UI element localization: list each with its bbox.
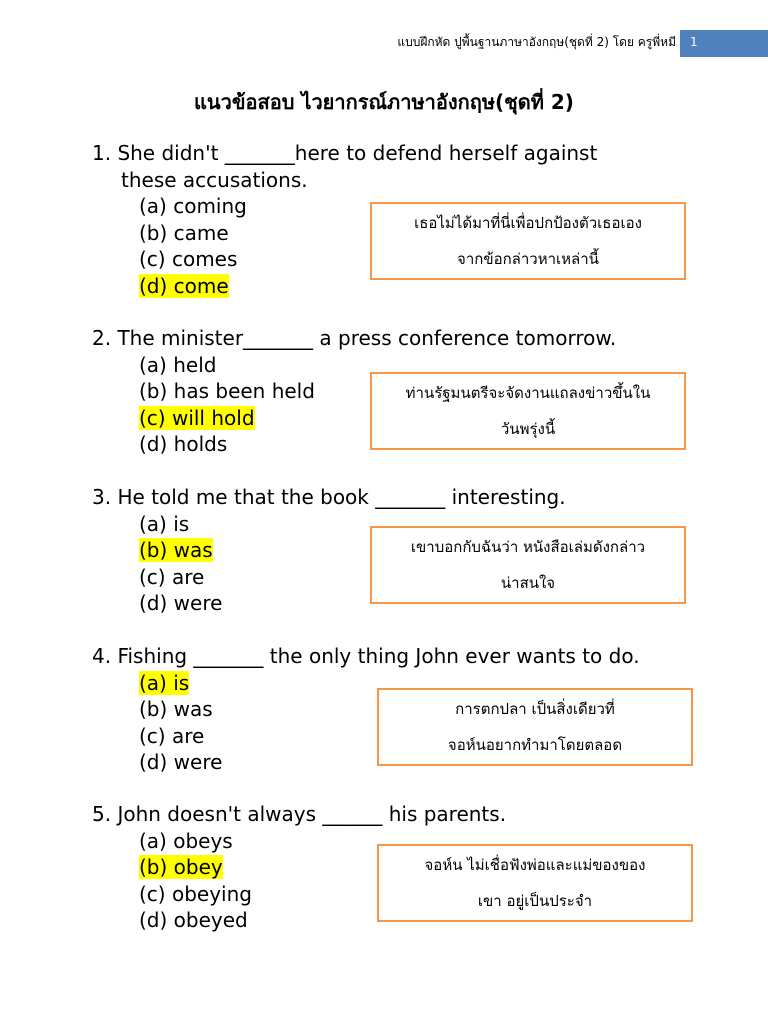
translation-note-3: [370, 526, 686, 604]
translation-note-4: [377, 688, 693, 766]
note-line: เขา อยู่เป็นประจำ: [477, 892, 593, 910]
option-b-answer: (b) obey: [139, 855, 223, 879]
question-text: 2. The minister_______ a press conference tomorrow.: [92, 326, 617, 350]
note-line: เขาบอกกับฉันว่า หนังสือเล่มดังกล่าว: [410, 538, 646, 556]
option-a: (a) coming: [139, 194, 247, 218]
option-c: (c) comes: [139, 247, 238, 271]
note-line: จอห์นอยากทำมาโดยตลอด: [447, 736, 623, 754]
page-header: แบบฝึกหัด ปูพื้นฐานภาษาอังกฤษ(ชุดที่ 2) โดย ครูพี่หมี: [397, 35, 676, 49]
option-b-answer: (b) was: [139, 538, 213, 562]
option-c: (c) obeying: [139, 881, 252, 906]
question-text: 1. She didn't _______here to defend herself against: [92, 141, 598, 165]
question-text: 4. Fishing _______ the only thing John ever wants to do.: [92, 644, 640, 668]
translation-note-1: [370, 202, 686, 280]
option-c-answer: (c) will hold: [139, 405, 255, 430]
option-b: (b) has been held: [139, 379, 315, 403]
translation-note-2: [370, 372, 686, 450]
note-line: ท่านรัฐมนตรีจะจัดงานแถลงข่าวขึ้นใน: [405, 384, 651, 402]
option-a: (a) obeys: [139, 828, 233, 853]
question-text: 5. John doesn't always ______ his parents.: [92, 802, 507, 826]
option-c: (c) are: [139, 723, 205, 748]
option-b: (b) came: [139, 220, 229, 245]
note-line: วันพรุ่งนี้: [500, 420, 556, 438]
note-line: การตกปลา เป็นสิ่งเดียวที่: [455, 700, 615, 718]
option-d: (d) obeyed: [139, 908, 248, 932]
note-line: น่าสนใจ: [500, 574, 556, 592]
option-d-answer: (d) come: [139, 273, 229, 298]
note-line: เธอไม่ได้มาที่นี่เพื่อปกป้องตัวเธอเอง: [414, 214, 642, 232]
page-title: แนวข้อสอบ ไวยากรณ์ภาษาอังกฤษ(ชุดที่ 2): [194, 90, 574, 114]
option-d: (d) holds: [139, 432, 228, 456]
option-a-answer: (a) is: [139, 670, 190, 695]
option-d: (d) were: [139, 591, 223, 615]
question-text: 3. He told me that the book _______ interesting.: [92, 485, 566, 509]
option-c: (c) are: [139, 564, 205, 589]
page-number-box: [680, 30, 768, 57]
question-text-continued: these accusations.: [121, 167, 308, 192]
translation-note-5: [377, 844, 693, 922]
page-number: 1: [690, 35, 698, 49]
option-a: (a) held: [139, 352, 217, 377]
note-line: จากข้อกล่าวหาเหล่านี้: [457, 250, 599, 268]
option-d: (d) were: [139, 750, 223, 774]
option-b: (b) was: [139, 697, 213, 721]
option-a: (a) is: [139, 511, 190, 536]
note-line: จอห์น ไม่เชื่อฟังพ่อและแม่ของของ: [424, 856, 646, 874]
